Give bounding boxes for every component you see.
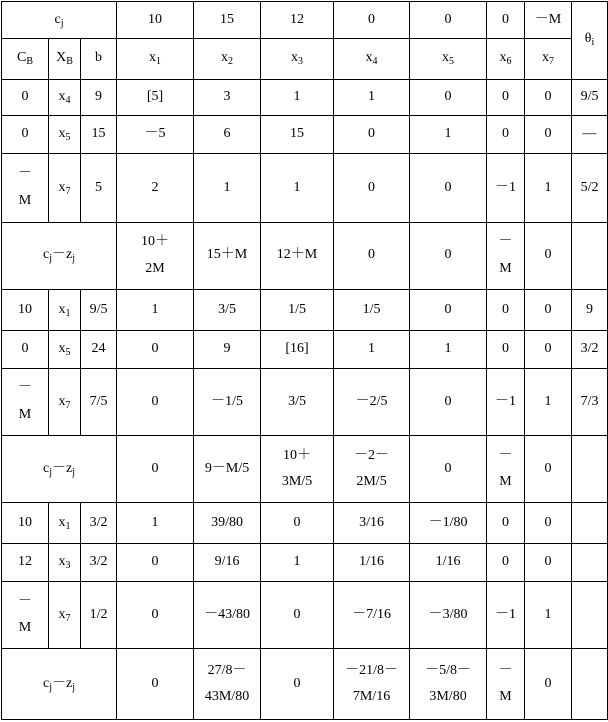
coef-cell-x3: [16]: [261, 330, 334, 368]
tableau-row: [2, 330, 608, 368]
xb-cell: [49, 544, 81, 582]
zj-label: [2, 436, 117, 503]
zj-cell-x7: 0: [525, 649, 572, 720]
b-cell: 1/2: [81, 582, 117, 649]
xb-sub: 7: [65, 185, 71, 197]
coef-cell-x4: 1/5: [334, 289, 410, 330]
b-cell: 3/2: [81, 503, 117, 544]
theta-cell: [572, 503, 608, 544]
b-cell: 7/5: [81, 368, 117, 435]
cost-x6: 0: [487, 2, 525, 39]
coef-cell-x1: 1: [117, 503, 194, 544]
cj-sub: j: [60, 17, 64, 29]
cj-header: [2, 2, 117, 39]
b-header-main: b: [95, 50, 103, 66]
coef-cell-x5: －3/80: [410, 582, 487, 649]
zj-cell-x6: － M: [487, 222, 525, 289]
zj-c: c: [43, 247, 50, 263]
x2-header-sub: 2: [228, 56, 234, 68]
coef-cell-x6: －1: [487, 582, 525, 649]
zj-minus-z: －z: [52, 675, 73, 691]
tableau-body: [2, 2, 608, 720]
zj-cell-x6: － M: [487, 436, 525, 503]
coef-cell-x5: 0: [410, 368, 487, 435]
xb-var: x: [58, 179, 66, 195]
cb-header-sub: B: [26, 56, 33, 68]
x7-header-sub: 7: [549, 56, 555, 68]
coef-cell-x7: 1: [525, 154, 572, 222]
zj-sub-j1: j: [49, 681, 53, 693]
tableau-row: [2, 116, 608, 154]
cb-cell: 0: [2, 79, 49, 116]
b-cell: 3/2: [81, 544, 117, 582]
xb-sub: 5: [65, 132, 71, 144]
zj-sub-j2: j: [72, 253, 76, 265]
coef-cell-x3: 1/5: [261, 289, 334, 330]
coef-cell-x3: 0: [261, 503, 334, 544]
zj-cell-x1: 0: [117, 649, 194, 720]
tableau-row: [2, 503, 608, 544]
b-header: [81, 38, 117, 79]
xb-var: x: [58, 393, 66, 409]
xb-sub: 1: [65, 307, 71, 319]
zj-theta-cell: [572, 222, 608, 289]
cb-cell: 12: [2, 544, 49, 582]
coef-cell-x5: 0: [410, 79, 487, 116]
x5-header-sub: 5: [449, 56, 455, 68]
coef-cell-x6: 0: [487, 544, 525, 582]
coef-cell-x1: 1: [117, 289, 194, 330]
tableau-row: [2, 582, 608, 649]
theta-cell: 3/2: [572, 330, 608, 368]
coef-cell-x5: 0: [410, 154, 487, 222]
b-cell: 5: [81, 154, 117, 222]
x5-header: [410, 38, 487, 79]
cost-x3: 12: [261, 2, 334, 39]
xb-var: x: [58, 89, 66, 105]
x1-header-main: x: [149, 50, 157, 66]
cost-x1: 10: [117, 2, 194, 39]
zj-cell-x1: 0: [117, 436, 194, 503]
zj-cell-x7: 0: [525, 436, 572, 503]
xb-header-main: X: [56, 50, 67, 66]
zj-cell-x5: 0: [410, 222, 487, 289]
zj-row: [2, 222, 608, 289]
xb-header-sub: B: [66, 56, 73, 68]
b-cell: 9: [81, 79, 117, 116]
zj-label: [2, 222, 117, 289]
xb-var: x: [58, 301, 66, 317]
zj-cell-x6: － M: [487, 649, 525, 720]
zj-cell-x2: 9－M/5: [194, 436, 261, 503]
xb-var: x: [58, 340, 66, 356]
cost-row: [2, 2, 608, 39]
x3-header-main: x: [291, 50, 299, 66]
zj-cell-x2: 15＋M: [194, 222, 261, 289]
x2-header: [194, 38, 261, 79]
coef-cell-x1: 2: [117, 154, 194, 222]
x3-header: [261, 38, 334, 79]
zj-theta-cell: [572, 436, 608, 503]
cb-cell: 10: [2, 289, 49, 330]
x7-header-main: x: [542, 50, 550, 66]
xb-cell: [49, 289, 81, 330]
zj-cell-x5: －5/8－ 3M/80: [410, 649, 487, 720]
coef-cell-x3: 15: [261, 116, 334, 154]
coef-cell-x3: 1: [261, 544, 334, 582]
zj-cell-x4: －21/8－ 7M/16: [334, 649, 410, 720]
coef-cell-x5: 1: [410, 330, 487, 368]
coef-cell-x6: 0: [487, 503, 525, 544]
coef-cell-x7: 1: [525, 582, 572, 649]
coef-cell-x4: 1/16: [334, 544, 410, 582]
x5-header-main: x: [442, 50, 450, 66]
zj-cell-x1: 10＋ 2M: [117, 222, 194, 289]
coef-cell-x2: 3/5: [194, 289, 261, 330]
xb-sub: 7: [65, 399, 71, 411]
zj-minus-z: －z: [52, 460, 73, 476]
cb-cell: 0: [2, 330, 49, 368]
zj-row: [2, 436, 608, 503]
xb-sub: 4: [65, 95, 71, 107]
zj-cell-x3: 10＋ 3M/5: [261, 436, 334, 503]
coef-cell-x5: 0: [410, 289, 487, 330]
zj-c: c: [43, 460, 50, 476]
cost-x4: 0: [334, 2, 410, 39]
coef-cell-x4: 3/16: [334, 503, 410, 544]
xb-sub: 1: [65, 521, 71, 533]
x7-header: [525, 38, 572, 79]
coef-cell-x5: －1/80: [410, 503, 487, 544]
coef-cell-x5: 1/16: [410, 544, 487, 582]
coef-cell-x2: 39/80: [194, 503, 261, 544]
theta-label: θ: [584, 31, 592, 47]
cost-x2: 15: [194, 2, 261, 39]
xb-cell: [49, 582, 81, 649]
b-cell: 24: [81, 330, 117, 368]
tableau-row: [2, 79, 608, 116]
b-cell: 9/5: [81, 289, 117, 330]
simplex-tableau: [1, 1, 608, 720]
theta-cell: [572, 582, 608, 649]
coef-cell-x4: 1: [334, 79, 410, 116]
cb-cell: － M: [2, 154, 49, 222]
cb-cell: 0: [2, 116, 49, 154]
column-label-row: [2, 38, 608, 79]
coef-cell-x1: －5: [117, 116, 194, 154]
zj-c: c: [43, 675, 50, 691]
x4-header: [334, 38, 410, 79]
coef-cell-x6: 0: [487, 79, 525, 116]
zj-cell-x5: 0: [410, 436, 487, 503]
zj-sub-j2: j: [72, 466, 76, 478]
coef-cell-x3: 1: [261, 154, 334, 222]
x1-header: [117, 38, 194, 79]
xb-var: x: [58, 554, 66, 570]
cb-header-main: C: [16, 50, 27, 66]
coef-cell-x7: 0: [525, 289, 572, 330]
theta-cell: 7/3: [572, 368, 608, 435]
tableau-row: [2, 544, 608, 582]
coef-cell-x1: 0: [117, 582, 194, 649]
cb-header: [2, 38, 49, 79]
coef-cell-x4: 0: [334, 116, 410, 154]
coef-cell-x4: －7/16: [334, 582, 410, 649]
coef-cell-x7: 0: [525, 503, 572, 544]
zj-cell-x3: 12＋M: [261, 222, 334, 289]
tableau-row: [2, 154, 608, 222]
xb-cell: [49, 368, 81, 435]
zj-minus-z: －z: [52, 247, 73, 263]
x6-header: [487, 38, 525, 79]
zj-sub-j1: j: [49, 466, 53, 478]
coef-cell-x6: 0: [487, 116, 525, 154]
coef-cell-x1: [5]: [117, 79, 194, 116]
xb-cell: [49, 503, 81, 544]
zj-cell-x4: 0: [334, 222, 410, 289]
xb-var: x: [58, 606, 66, 622]
coef-cell-x2: 1: [194, 154, 261, 222]
coef-cell-x4: 0: [334, 154, 410, 222]
xb-cell: [49, 330, 81, 368]
xb-cell: [49, 79, 81, 116]
b-cell: 15: [81, 116, 117, 154]
xb-var: x: [58, 515, 66, 531]
xb-sub: 7: [65, 612, 71, 624]
xb-cell: [49, 116, 81, 154]
theta-cell: —: [572, 116, 608, 154]
cb-cell: － M: [2, 582, 49, 649]
coef-cell-x3: 0: [261, 582, 334, 649]
x4-header-sub: 4: [372, 56, 378, 68]
xb-var: x: [58, 126, 66, 142]
x2-header-main: x: [221, 50, 229, 66]
coef-cell-x2: 9: [194, 330, 261, 368]
coef-cell-x1: 0: [117, 368, 194, 435]
coef-cell-x7: 0: [525, 330, 572, 368]
zj-cell-x4: －2－ 2M/5: [334, 436, 410, 503]
theta-cell: [572, 544, 608, 582]
theta-cell: 5/2: [572, 154, 608, 222]
coef-cell-x1: 0: [117, 330, 194, 368]
coef-cell-x6: 0: [487, 289, 525, 330]
theta-cell: 9: [572, 289, 608, 330]
coef-cell-x2: 9/16: [194, 544, 261, 582]
theta-header: [572, 2, 608, 80]
coef-cell-x4: 1: [334, 330, 410, 368]
x3-header-sub: 3: [298, 56, 304, 68]
cost-x7: －M: [525, 2, 572, 39]
zj-cell-x3: 0: [261, 649, 334, 720]
tableau-row: [2, 368, 608, 435]
coef-cell-x3: 3/5: [261, 368, 334, 435]
zj-cell-x2: 27/8－ 43M/80: [194, 649, 261, 720]
coef-cell-x3: 1: [261, 79, 334, 116]
x6-header-main: x: [499, 50, 507, 66]
x4-header-main: x: [365, 50, 373, 66]
coef-cell-x6: －1: [487, 154, 525, 222]
coef-cell-x2: －1/5: [194, 368, 261, 435]
zj-sub-j1: j: [49, 253, 53, 265]
coef-cell-x1: 0: [117, 544, 194, 582]
coef-cell-x7: 1: [525, 368, 572, 435]
coef-cell-x2: 6: [194, 116, 261, 154]
theta-sub: i: [591, 37, 595, 49]
zj-theta-cell: [572, 649, 608, 720]
cost-x5: 0: [410, 2, 487, 39]
coef-cell-x2: 3: [194, 79, 261, 116]
coef-cell-x7: 0: [525, 544, 572, 582]
xb-sub: 3: [65, 560, 71, 572]
xb-cell: [49, 154, 81, 222]
coef-cell-x7: 0: [525, 116, 572, 154]
zj-cell-x7: 0: [525, 222, 572, 289]
coef-cell-x4: －2/5: [334, 368, 410, 435]
x1-header-sub: 1: [156, 56, 162, 68]
x6-header-sub: 6: [506, 56, 512, 68]
zj-row: [2, 649, 608, 720]
coef-cell-x6: －1: [487, 368, 525, 435]
xb-sub: 5: [65, 346, 71, 358]
cj-label: c: [54, 11, 61, 27]
theta-cell: 9/5: [572, 79, 608, 116]
xb-header: [49, 38, 81, 79]
coef-cell-x6: 0: [487, 330, 525, 368]
cb-cell: 10: [2, 503, 49, 544]
zj-sub-j2: j: [72, 681, 76, 693]
cb-cell: － M: [2, 368, 49, 435]
coef-cell-x2: －43/80: [194, 582, 261, 649]
tableau-row: [2, 289, 608, 330]
coef-cell-x7: 0: [525, 79, 572, 116]
zj-label: [2, 649, 117, 720]
coef-cell-x5: 1: [410, 116, 487, 154]
